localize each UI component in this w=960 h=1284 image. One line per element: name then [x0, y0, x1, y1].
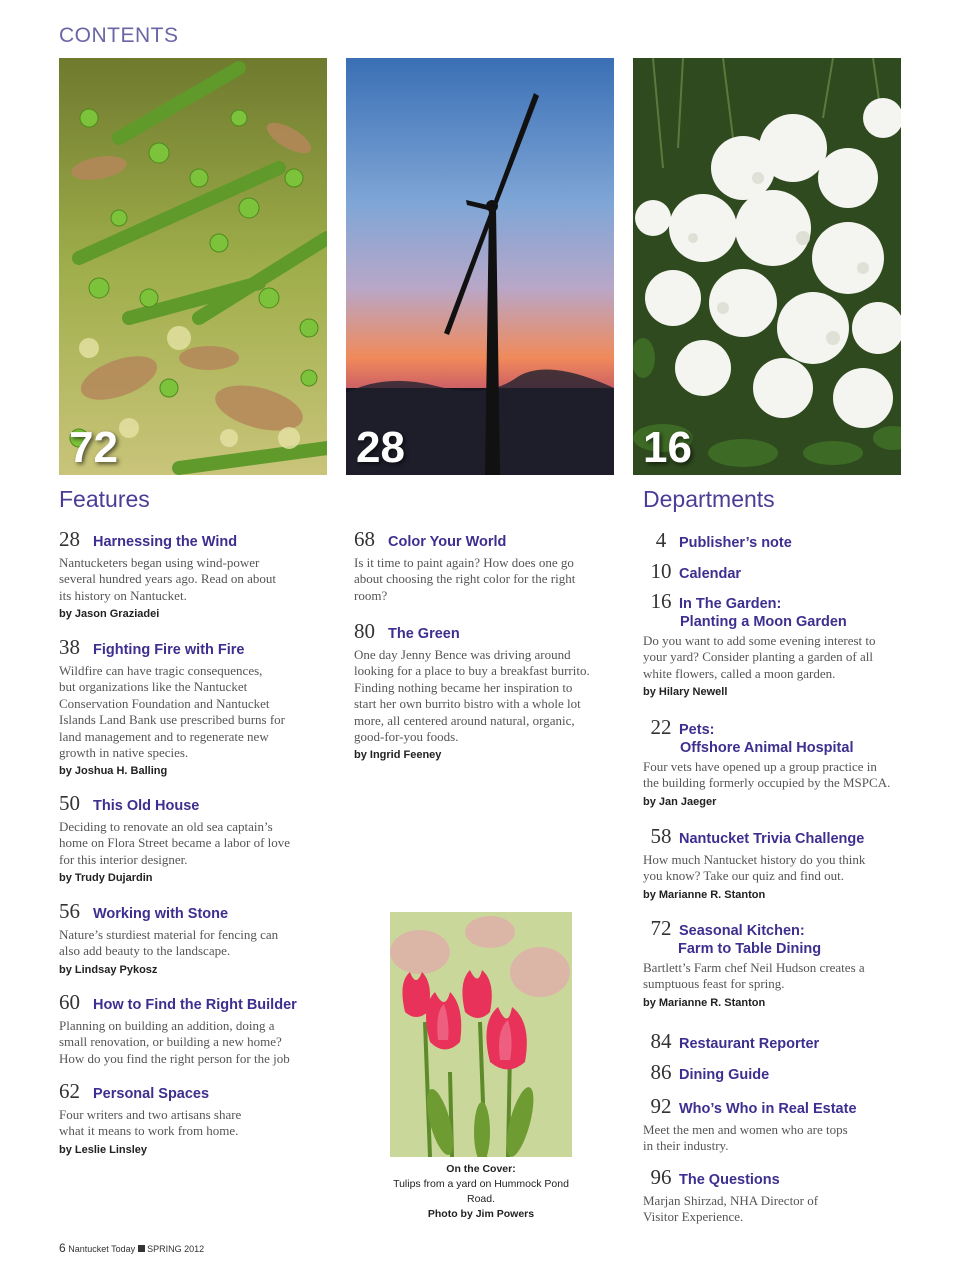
department-title[interactable]: Pets:	[679, 722, 715, 738]
feature-byline: by Ingrid Feeney	[354, 749, 442, 762]
department-page-number: 10	[650, 559, 672, 583]
department-title[interactable]: Nantucket Trivia Challenge	[679, 831, 865, 847]
department-entry[interactable]	[643, 559, 913, 584]
page-footer	[59, 1241, 204, 1255]
department-entry[interactable]	[643, 1165, 913, 1226]
cover-caption-label: On the Cover:	[446, 1163, 516, 1175]
tulips-image	[390, 912, 572, 1157]
department-title[interactable]: Restaurant Reporter	[679, 1036, 820, 1052]
wind-turbine-image	[346, 58, 614, 475]
feature-page-number: 28	[59, 527, 80, 551]
department-entry[interactable]	[643, 916, 913, 1009]
department-title[interactable]: Publisher’s note	[679, 535, 792, 551]
photo-food	[59, 58, 327, 475]
feature-entry[interactable]	[59, 1079, 319, 1156]
feature-page-number: 60	[59, 990, 80, 1014]
department-page-number: 84	[650, 1029, 672, 1053]
feature-entry[interactable]	[59, 635, 319, 777]
feature-entry[interactable]	[59, 990, 319, 1067]
feature-page-number: 56	[59, 899, 80, 923]
department-title[interactable]: Who’s Who in Real Estate	[679, 1101, 857, 1117]
footer-page-number: 6	[59, 1241, 66, 1255]
cover-caption-text: Tulips from a yard on Hummock Pond Road.	[393, 1178, 569, 1205]
department-page-number: 86	[650, 1060, 672, 1084]
feature-title[interactable]: Working with Stone	[93, 906, 229, 922]
department-page-number: 22	[650, 715, 672, 739]
feature-entry[interactable]	[59, 899, 319, 976]
feature-title[interactable]: Color Your World	[388, 534, 507, 550]
department-page-number: 4	[655, 528, 667, 552]
department-title[interactable]: Calendar	[679, 566, 742, 582]
feature-entry[interactable]	[354, 619, 614, 761]
feature-page-number: 62	[59, 1079, 80, 1103]
department-description: Four vets have opened up a group practice in the building formerly occupied by the MSPCA.	[643, 759, 891, 791]
feature-byline: by Joshua H. Balling	[59, 765, 168, 778]
feature-description: Four writers and two artisans share what it means to work from home.	[59, 1107, 242, 1139]
contents-heading: CONTENTS	[59, 24, 179, 47]
department-entry[interactable]	[643, 1060, 913, 1085]
features-heading: Features	[59, 486, 150, 512]
feature-title[interactable]: This Old House	[93, 798, 200, 814]
footer-issue: SPRING 2012	[147, 1244, 205, 1254]
feature-description: Nature’s sturdiest material for fencing can also add beauty to the landscape.	[59, 927, 279, 959]
photo-page-number: 72	[69, 423, 118, 472]
department-byline: by Hilary Newell	[643, 686, 728, 699]
feature-byline: by Lindsay Pykosz	[59, 963, 158, 976]
department-entry[interactable]	[643, 824, 913, 901]
feature-page-number: 50	[59, 791, 80, 815]
feature-entry[interactable]	[59, 527, 319, 620]
feature-entry[interactable]	[354, 527, 614, 604]
department-title[interactable]: Seasonal Kitchen:	[679, 923, 805, 939]
feature-byline: by Trudy Dujardin	[59, 872, 153, 885]
feature-title[interactable]: How to Find the Right Builder	[93, 997, 297, 1013]
department-description: Bartlett’s Farm chef Neil Hudson creates a sumptuous feast for spring.	[643, 960, 865, 992]
department-title[interactable]: In The Garden:	[679, 596, 782, 612]
department-entry[interactable]	[643, 589, 913, 698]
feature-page-number: 80	[354, 619, 375, 643]
feature-description: Is it time to paint again? How does one go about choosing the right color for the right room?	[354, 555, 576, 603]
department-title[interactable]: Dining Guide	[679, 1067, 770, 1083]
department-entry[interactable]	[643, 1094, 913, 1155]
feature-page-number: 68	[354, 527, 375, 551]
feature-entry[interactable]	[59, 791, 319, 884]
photo-page-number: 28	[356, 423, 405, 472]
department-page-number: 16	[650, 589, 672, 613]
feature-description: One day Jenny Bence was driving around looking for a place to buy a breakfast burrito. Finding nothing became her inspiration to start her own burrito bistro with a whole lot more, all centered around natural, organic, good-for-you foods.	[354, 647, 590, 745]
feature-title[interactable]: Fighting Fire with Fire	[93, 642, 245, 658]
department-page-number: 96	[650, 1165, 672, 1189]
feature-page-number: 38	[59, 635, 80, 659]
departments-heading: Departments	[643, 486, 775, 512]
flowers-image	[633, 58, 901, 475]
department-page-number: 72	[650, 916, 672, 940]
department-entry[interactable]	[643, 715, 913, 808]
feature-byline: by Jason Graziadei	[59, 608, 160, 621]
department-description: How much Nantucket history do you think you know? Take our quiz and find out.	[643, 852, 866, 884]
photo-flowers	[633, 58, 901, 475]
department-page-number: 58	[650, 824, 672, 848]
feature-description: Nantucketers began using wind-power several hundred years ago. Read on about its history on Nantucket.	[59, 555, 276, 603]
feature-description: Planning on building an addition, doing a small renovation, or building a new home? How do you find the right person for the job	[59, 1018, 290, 1066]
department-byline: by Marianne R. Stanton	[643, 996, 766, 1009]
department-entry[interactable]	[643, 1029, 913, 1054]
feature-byline: by Leslie Linsley	[59, 1143, 148, 1156]
footer-magazine: Nantucket Today	[68, 1244, 136, 1254]
department-subtitle[interactable]: Planting a Moon Garden	[680, 614, 847, 630]
department-subtitle[interactable]: Farm to Table Dining	[678, 941, 822, 957]
cover-photo-tulips	[390, 912, 572, 1157]
department-byline: by Marianne R. Stanton	[643, 888, 766, 901]
square-bullet-icon	[138, 1245, 145, 1252]
photo-page-number: 16	[643, 423, 692, 472]
department-entry[interactable]	[643, 528, 913, 553]
department-subtitle[interactable]: Offshore Animal Hospital	[680, 740, 854, 756]
feature-title[interactable]: Harnessing the Wind	[93, 534, 238, 550]
feature-title[interactable]: The Green	[388, 626, 460, 642]
department-description: Do you want to add some evening interest to your yard? Consider planting a garden of all white flowers, called a moon garden.	[643, 633, 876, 681]
department-byline: by Jan Jaeger	[643, 795, 717, 808]
cover-caption	[380, 1162, 582, 1222]
department-description: Meet the men and women who are tops in their industry.	[643, 1122, 848, 1154]
feature-description: Deciding to renovate an old sea captain’s home on Flora Street became a labor of love for this interior designer.	[59, 819, 291, 867]
department-title[interactable]: The Questions	[679, 1172, 780, 1188]
department-page-number: 92	[650, 1094, 672, 1118]
feature-description: Wildfire can have tragic consequences, but organizations like the Nantucket Conservation Foundation and Nantucket Islands Land Bank use prescribed burns for land management and to regenerate new growth in native species.	[59, 663, 285, 761]
photo-wind-turbine	[346, 58, 614, 475]
cover-caption-credit: Photo by Jim Powers	[427, 1208, 535, 1220]
feature-title[interactable]: Personal Spaces	[93, 1086, 210, 1102]
food-image	[59, 58, 327, 475]
department-description: Marjan Shirzad, NHA Director of Visitor Experience.	[643, 1193, 819, 1225]
